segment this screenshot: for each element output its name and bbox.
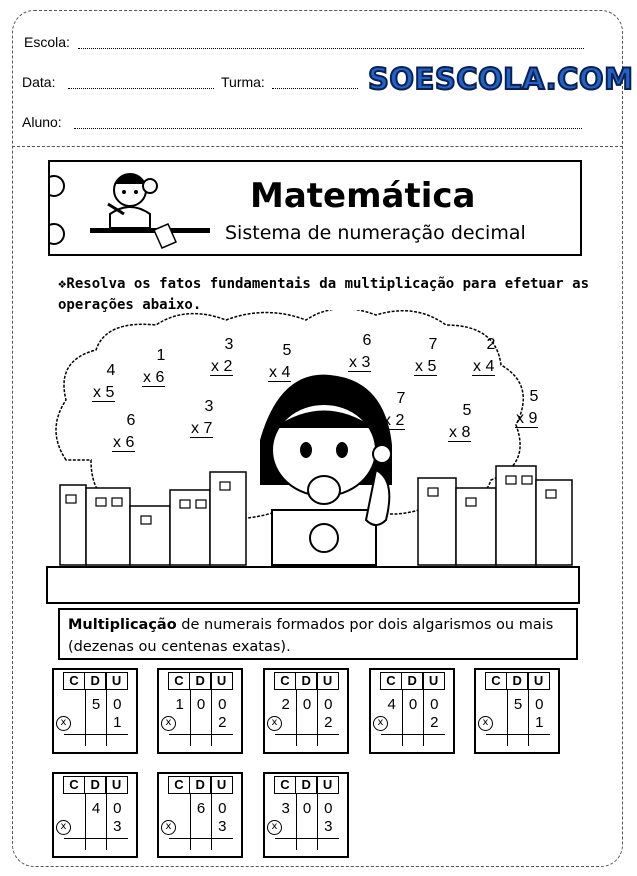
digit: 0: [324, 696, 333, 713]
fact-8: 6 x 6: [113, 412, 136, 451]
digit: [85, 818, 106, 835]
times-icon: x: [161, 820, 176, 835]
digit: [296, 714, 317, 731]
result-line: [381, 734, 445, 735]
calc-box-3[interactable]: [263, 668, 349, 754]
digit: 0: [218, 800, 227, 817]
turma-label: Turma:: [221, 74, 265, 90]
col-d: D: [84, 776, 107, 794]
digit: 0: [430, 696, 439, 713]
multiplicand-row: [169, 696, 233, 713]
col-d: D: [295, 776, 318, 794]
col-c: C: [168, 672, 191, 690]
digit: 1: [113, 714, 122, 731]
multiplicand-row: [64, 800, 128, 817]
col-u: U: [105, 672, 128, 690]
fact-7: 2 x 4: [473, 336, 496, 375]
cdu-header: [381, 672, 445, 690]
multiplier-row: [275, 818, 339, 835]
col-d: D: [84, 672, 107, 690]
multiplicand-row: [169, 800, 233, 817]
note-rest: de numerais formados por dois algarismos ou mais (dezenas ou centenas exatas).: [68, 617, 554, 655]
site-logo: SOESCOLA.COM: [368, 62, 634, 96]
col-u: U: [422, 672, 445, 690]
col-d: D: [189, 672, 212, 690]
fact-5: 6 x 3: [349, 332, 372, 371]
result-line: [64, 838, 128, 839]
digit: 5: [91, 696, 101, 713]
col-d: D: [189, 776, 212, 794]
fact-10: 7 x 2: [383, 390, 406, 429]
digit: 2: [324, 714, 333, 731]
fact-2: 1 x 6: [143, 347, 166, 386]
cdu-header: [486, 672, 550, 690]
col-c: C: [168, 776, 191, 794]
digit: [296, 818, 317, 835]
col-d: D: [295, 672, 318, 690]
result-line: [169, 734, 233, 735]
digit: 0: [218, 696, 227, 713]
col-c: C: [63, 672, 86, 690]
calc-box-1[interactable]: [52, 668, 138, 754]
digit: 0: [113, 696, 122, 713]
digit: 3: [113, 818, 122, 835]
digit: [169, 800, 190, 817]
col-u: U: [210, 672, 233, 690]
fact-3: 3 x 2: [211, 336, 234, 375]
multiplier-row: [169, 714, 233, 731]
digit: 0: [324, 800, 333, 817]
data-label: Data:: [22, 74, 56, 90]
note-bold: Multiplicação: [68, 617, 177, 633]
col-c: C: [63, 776, 86, 794]
calc-box-4[interactable]: [369, 668, 455, 754]
times-icon: x: [161, 716, 176, 731]
cdu-header: [169, 672, 233, 690]
digit: [64, 800, 85, 817]
aluno-label: Aluno:: [22, 114, 62, 130]
result-line: [64, 734, 128, 735]
digit: 4: [91, 800, 101, 817]
digit: 4: [387, 696, 396, 713]
multiplication-note: [58, 608, 578, 660]
digit: 6: [196, 800, 206, 817]
fact-6: 7 x 5: [415, 336, 438, 375]
fact-1: 4 x 5: [93, 362, 116, 401]
digit: 2: [430, 714, 439, 731]
digit: 0: [535, 696, 544, 713]
times-icon: x: [56, 820, 71, 835]
digit: [507, 714, 528, 731]
col-d: D: [506, 672, 529, 690]
col-u: U: [527, 672, 550, 690]
digit: [64, 696, 85, 713]
digit: 3: [324, 818, 333, 835]
digit: [402, 714, 423, 731]
col-u: U: [316, 672, 339, 690]
multiplier-row: [275, 714, 339, 731]
digit: 0: [408, 696, 418, 713]
col-u: U: [210, 776, 233, 794]
cdu-header: [275, 672, 339, 690]
digit: [190, 818, 211, 835]
multiplicand-row: [275, 800, 339, 817]
instruction-text: ❖Resolva os fatos fundamentais da multiplicação para efetuar as operações abaixo.: [58, 276, 590, 313]
digit: 3: [281, 800, 290, 817]
fact-4: 5 x 4: [269, 342, 292, 381]
fact-11: 5 x 8: [449, 402, 472, 441]
digit: 0: [302, 800, 312, 817]
fact-9: 3 x 7: [191, 398, 214, 437]
multiplier-row: [64, 818, 128, 835]
escola-label: Escola:: [24, 34, 70, 50]
multiplicand-row: [64, 696, 128, 713]
digit: 0: [196, 696, 206, 713]
digit: 3: [218, 818, 227, 835]
digit: 0: [302, 696, 312, 713]
calc-box-2[interactable]: [157, 668, 243, 754]
digit: 2: [281, 696, 290, 713]
cdu-header: [169, 776, 233, 794]
fact-12: 5 x 9: [516, 388, 539, 427]
times-icon: x: [56, 716, 71, 731]
result-line: [169, 838, 233, 839]
calc-box-5[interactable]: [474, 668, 560, 754]
cdu-header: [275, 776, 339, 794]
turma-field[interactable]: [272, 88, 358, 89]
multiplicand-row: [275, 696, 339, 713]
digit: [486, 696, 507, 713]
result-line: [275, 734, 339, 735]
calc-box-6[interactable]: [52, 772, 138, 858]
escola-field[interactable]: [78, 48, 584, 49]
calc-box-7[interactable]: [157, 772, 243, 858]
multiplier-row: [169, 818, 233, 835]
digit: 1: [535, 714, 544, 731]
digit: [85, 714, 106, 731]
times-icon: x: [267, 820, 282, 835]
digit: 2: [218, 714, 227, 731]
cdu-header: [64, 776, 128, 794]
aluno-field[interactable]: [74, 128, 582, 129]
digit: 5: [513, 696, 523, 713]
page-title: Matemática: [250, 176, 476, 216]
answer-strip[interactable]: [46, 566, 580, 604]
col-u: U: [316, 776, 339, 794]
col-c: C: [274, 672, 297, 690]
times-icon: x: [478, 716, 493, 731]
multiplier-row: [486, 714, 550, 731]
col-c: C: [485, 672, 508, 690]
col-d: D: [401, 672, 424, 690]
digit: [190, 714, 211, 731]
result-line: [275, 838, 339, 839]
page-subtitle: Sistema de numeração decimal: [225, 222, 526, 244]
data-field[interactable]: [68, 88, 214, 89]
result-line: [486, 734, 550, 735]
cdu-header: [64, 672, 128, 690]
multiplicand-row: [486, 696, 550, 713]
multiplicand-row: [381, 696, 445, 713]
times-icon: x: [267, 716, 282, 731]
multiplier-row: [64, 714, 128, 731]
col-c: C: [274, 776, 297, 794]
digit: 1: [175, 696, 184, 713]
col-c: C: [380, 672, 403, 690]
digit: 0: [113, 800, 122, 817]
multiplier-row: [381, 714, 445, 731]
col-u: U: [105, 776, 128, 794]
calc-box-8[interactable]: [263, 772, 349, 858]
times-icon: x: [373, 716, 388, 731]
header-divider: [12, 146, 623, 147]
